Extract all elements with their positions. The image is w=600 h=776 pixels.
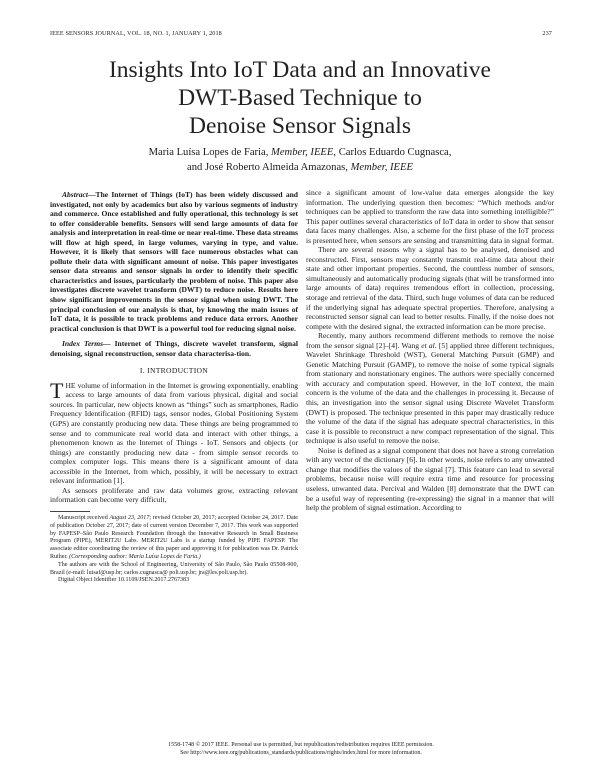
running-header [50, 30, 552, 40]
left-column [50, 190, 298, 585]
title-line-3: Denoise Sensor Signals [189, 113, 411, 139]
author-list [40, 145, 560, 175]
footnote-manuscript [50, 515, 298, 562]
right-paragraph-3-b: [5] applied three different techniques, Wavelet Shrinkage Threshold (WST), General Matching Pursuit (GMP) and Genetic Matching Pursuit (GAMP), to remove the noise of some typical signals from stationary and nonstationary engines. The authors were specially concerned with accuracy and computation speed. However, in the IoT context, the main concern is the volume of the data and the challenges in processing it. Because of this, an investigation into the sensor signal using Discrete Wavelet Transform (DWT) is proposed. The technique presented in this paper may drastically reduce the volume of the data if the signal has adequate spectral characteristics, in this case it is possible to reconstruct a new compact representation of the signal. This technique is also useful to remove the noise. [306, 340, 554, 446]
author-name-1: Maria Luísa Lopes de Faria, [148, 147, 272, 158]
copyright-line-2: See http://www.ieee.org/publications_standards/publications/rights/index.html for more information. [180, 750, 422, 756]
abstract [50, 190, 298, 333]
copyright-line-1: 1558-1748 © 2017 IEEE. Personal use is permitted, but republication/redistribution requires IEEE permission. [168, 742, 434, 748]
author-line-2 [40, 160, 560, 175]
author-name-3: and José Roberto Almeida Amazonas, [187, 162, 351, 173]
member-ieee-1: Member, IEEE [271, 147, 334, 158]
right-paragraph-4: Noise is defined as a signal component that does not have a strong correlation with any vector of the dictionary [6]. In other words, noise refers to any unwanted change that modifies the values of the signal [7]. This feature can lead to several problems, because noise will require extra time and resource for processing useless, unwanted data. Percival and Walden [8] demonstrate that the DWT can be a useful way of representing (re-expressing) the signal in a manner that will help the problem of signal estimation. According to [306, 445, 554, 513]
journal-citation: IEEE SENSORS JOURNAL, VOL. 18, NO. 1, JANUARY 1, 2018 [50, 30, 222, 37]
et-al: et al. [421, 340, 437, 350]
title-line-2: DWT-Based Technique to [178, 85, 422, 111]
index-terms-label: Index Terms [62, 339, 104, 349]
footnote-doi: Digital Object Identifier 10.1109/JSEN.2017.2767383 [58, 577, 190, 584]
footnote-manuscript-a: Manuscript received [58, 514, 110, 521]
index-terms-text: — Internet of Things, discrete wavelet transform, signal denoising, signal reconstruction, sensor data characterisa-tion. [50, 339, 298, 358]
footnote-manuscript-b: ; revised October 20, 2017; accepted October 24, 2017. Date of publication October 27, 2017; date of current version December 7, 2017. This work was supported by FAPESP–São Paulo Research Foundation through the Innovative Research in Small Business Program (PIPE), MERIT2U Labs. MERIT2U Labs is a startup funded by PIPE FAPESP. The associate editor coordinating the review of this paper and approving it for publication was Dr. Patrick Ruther. [50, 514, 298, 560]
author-line-1 [40, 145, 560, 160]
footnote-corresponding-author: (Corresponding author: Maria Luísa Lopes de Faria.) [69, 553, 201, 560]
author-name-2: , Carlos Eduardo Cugnasca, [333, 147, 452, 158]
abstract-label: Abstract [62, 190, 88, 199]
footnote-divider [50, 511, 90, 512]
right-paragraph-3 [306, 331, 554, 446]
index-terms [50, 339, 298, 358]
abstract-text: —The Internet of Things (IoT) has been widely discussed and investigated, not only by academics but also by various segments of industry and commerce. Once established and fully operational, this technology is set to offer considerable benefits. Sensors will send large amounts of data for analysis and interpretation in real-time or near real-time. These data streams will flow at high speed, in large volumes, varying in type, and value. However, it is likely that sensors will face numerous obstacles what can pollute their data with significant amount of noise. This paper investigates sensor data streams and sensor signals in order to identify their specific characteristics and issues, particularly the problem of noise. This paper also investigates discrete wavelet transform (DWT) to reduce noise. Results here show significant improvements in the sensor signal when using DWT. The principal conclusion of our analysis is that, by knowing the main issues of IoT data, it is possible to track problems and reduce data errors. Another practical conclusion is that DWT is a powerful tool for reducing signal noise. [50, 190, 298, 333]
drop-cap: T [50, 377, 64, 403]
right-column [306, 188, 554, 513]
intro-paragraph-1-text: HE volume of information in the Internet is growing exponentially, enabling access to large amounts of data from various physical, digital and social sources. In particular, new objects known as “things” such as smartphones, Radio Frequency Identification (RFID) tags, sensor nodes, Global Positioning System (GPS) are constantly producing new data. These things are being programmed to sense and to communicate real world data and interact with other things, a phenomenon known as the Internet of Things - IoT. Sensors and objects (or things) are constantly producing new data - from simple sensor records to complex computer logs. This means there is a significant amount of data accessible in the Internet, from which, possibly, it will be necessary to extract relevant information [1]. [50, 380, 298, 486]
section-heading-introduction: I. INTRODUCTION [139, 366, 209, 376]
page-number: 237 [542, 30, 552, 37]
intro-paragraph-1 [50, 377, 298, 486]
footnote-affiliation: The authors are with the School of Engineering, University of São Paulo, São Paulo 05508-900, Brazil (e-mail: luisaf@usp.br; carlos.cugnasca@ poli.usp.br; jra@les.poli.usp.br). [50, 561, 298, 576]
right-paragraph-1: since a significant amount of low-value data emerges alongside the key information. The underlying question then becomes: “Which methods and/or techniques can be applied to transform the raw data into something intelligible?” This paper outlines several characteristics of IoT data in order to show that sensor data faces many challenges. Also, a scheme for the first phase of the IoT process is presented here, when sensors are sensing and transmitting data in signal format. [306, 188, 554, 245]
copyright-notice [50, 741, 552, 757]
footnote-received-date: August 23, 2017 [109, 514, 150, 521]
intro-paragraph-2: As sensors proliferate and raw data volumes grow, extracting relevant information can become very difficult, [50, 485, 298, 505]
paper-title [40, 56, 560, 140]
right-paragraph-2: There are several reasons why a signal has to be analysed, denoised and reconstructed. First, sensors may constantly transmit real-time data about their state and other important properties. Second, the countless number of sensors, simultaneously and automatically producing signals (that will be transformed into large amounts of data) requires tremendous effort in collection, processing, storage and retrieval of the data. Third, such huge volumes of data can be reduced if the underlying signal has adequate spectral properties. Therefore, analysing a reconstructed sensor signal can lead to better results. Finally, if the noise does not compete with the desired signal, the extracted information can be more precise. [306, 245, 554, 331]
member-ieee-3: Member, IEEE [350, 162, 413, 173]
right-paragraph-3-a: Recently, many authors recommend different methods to remove the noise from the sensor signal [2]–[4]. Wang [306, 331, 554, 350]
title-line-1: Insights Into IoT Data and an Innovative [108, 57, 491, 83]
